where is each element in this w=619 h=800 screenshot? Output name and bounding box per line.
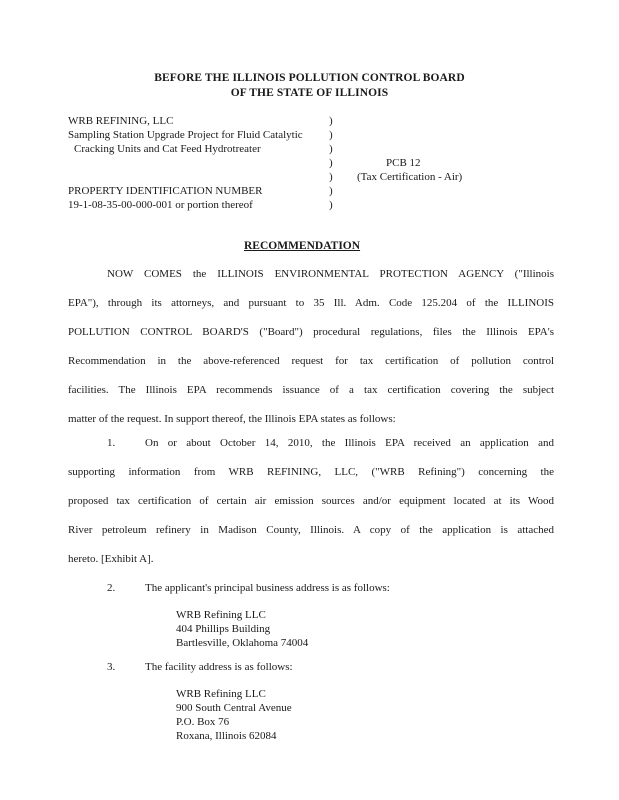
caption-property-number: 19-1-08-35-00-000-001 or portion thereof	[68, 199, 253, 211]
caption-property-label: PROPERTY IDENTIFICATION NUMBER	[68, 185, 263, 197]
recommendation-heading: RECOMMENDATION	[244, 240, 361, 252]
caption-project-line1: Sampling Station Upgrade Project for Fluid Catalytic	[68, 129, 303, 141]
case-number: PCB 12	[386, 157, 421, 169]
address-line: WRB Refining LLC	[176, 688, 266, 700]
intro-line: EPA"), through its attorneys, and pursuant to 35 Ill. Adm. Code 125.204 of the ILLINOIS	[68, 297, 554, 309]
caption-paren: )	[329, 185, 333, 197]
paragraph-line: On or about October 14, 2010, the Illinois EPA received an application and	[145, 437, 554, 449]
paragraph-number: 3.	[107, 661, 116, 673]
caption-paren: )	[329, 143, 333, 155]
state-title: OF THE STATE OF ILLINOIS	[230, 87, 389, 99]
paragraph-number: 2.	[107, 582, 116, 594]
address-line: Bartlesville, Oklahoma 74004	[176, 637, 309, 649]
intro-line: NOW COMES the ILLINOIS ENVIRONMENTAL PROTECTION AGENCY ("Illinois	[107, 268, 554, 280]
paragraph-line: The applicant's principal business address is as follows:	[145, 582, 390, 594]
address-line: WRB Refining LLC	[176, 609, 266, 621]
paragraph-line: The facility address is as follows:	[145, 661, 293, 673]
paragraph-line: River petroleum refinery in Madison County, Illinois. A copy of the application is attached	[68, 524, 554, 536]
paragraph-line: hereto. [Exhibit A].	[68, 553, 154, 565]
intro-line: POLLUTION CONTROL BOARD'S ("Board") procedural regulations, files the Illinois EPA's	[68, 326, 554, 338]
caption-paren: )	[329, 157, 333, 169]
intro-line: Recommendation in the above-referenced request for tax certification of pollution control	[68, 355, 554, 367]
paragraph-line: proposed tax certification of certain air emission sources and/or equipment located at its Wood	[68, 495, 554, 507]
paragraph-line: supporting information from WRB REFINING, LLC, ("WRB Refining") concerning the	[68, 466, 554, 478]
caption-paren: )	[329, 199, 333, 211]
intro-line: matter of the request. In support thereof, the Illinois EPA states as follows:	[68, 413, 396, 425]
address-line: P.O. Box 76	[176, 716, 230, 728]
address-line: Roxana, Illinois 62084	[176, 730, 277, 742]
board-title: BEFORE THE ILLINOIS POLLUTION CONTROL BOARD	[154, 72, 465, 84]
caption-paren: )	[329, 171, 333, 183]
paragraph-number: 1.	[107, 437, 116, 449]
caption-paren: )	[329, 129, 333, 141]
intro-line: facilities. The Illinois EPA recommends issuance of a tax certification covering the subject	[68, 384, 554, 396]
caption-paren: )	[329, 115, 333, 127]
caption-project-line2: Cracking Units and Cat Feed Hydrotreater	[74, 143, 261, 155]
address-line: 404 Phillips Building	[176, 623, 271, 635]
case-type: (Tax Certification - Air)	[357, 171, 463, 183]
address-line: 900 South Central Avenue	[176, 702, 292, 714]
caption-petitioner: WRB REFINING, LLC	[68, 115, 174, 127]
